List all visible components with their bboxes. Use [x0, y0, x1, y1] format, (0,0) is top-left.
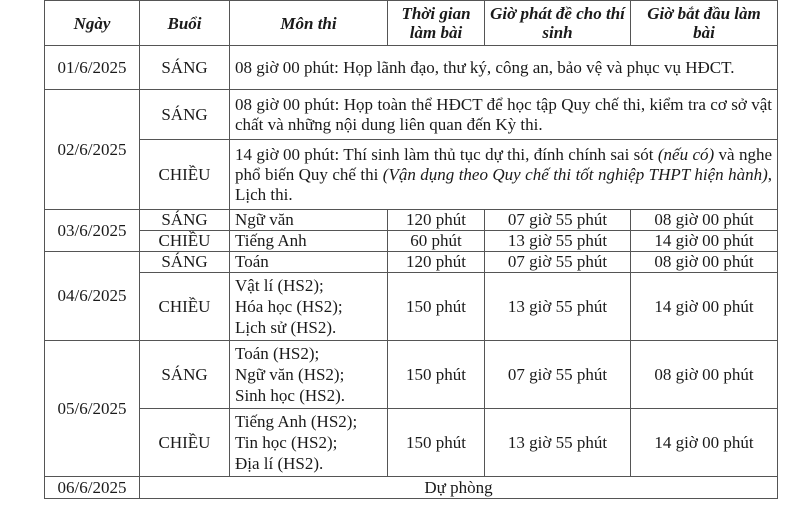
- date-cell: 06/6/2025: [45, 477, 140, 499]
- subject-cell: [230, 409, 388, 477]
- header-distribute-time: Giờ phát đề cho thí sinh: [485, 1, 631, 46]
- note-text: 14 giờ 00 phút: Thí sinh làm thủ tục dự thi, đính chính sai sót: [235, 144, 658, 164]
- date-cell: 03/6/2025: [45, 210, 140, 252]
- duration-cell: 120 phút: [388, 252, 485, 273]
- note-italic: (Vận dụng theo Quy chế thi tốt nghiệp THPT hiện hành): [382, 164, 768, 184]
- start-cell: 08 giờ 00 phút: [631, 210, 778, 231]
- session-cell: SÁNG: [140, 252, 230, 273]
- note-italic: (nếu có): [657, 144, 715, 164]
- subject-line: Ngữ văn (HS2);: [235, 365, 345, 384]
- table-row: [45, 341, 778, 409]
- duration-cell: 120 phút: [388, 210, 485, 231]
- table-row: [45, 252, 778, 273]
- session-cell: SÁNG: [140, 341, 230, 409]
- header-date: Ngày: [45, 1, 140, 46]
- table-row: [45, 477, 778, 499]
- session-cell: CHIỀU: [140, 231, 230, 252]
- table-row: [45, 231, 778, 252]
- duration-cell: 150 phút: [388, 409, 485, 477]
- subject-line: Địa lí (HS2).: [235, 454, 324, 473]
- session-cell: CHIỀU: [140, 273, 230, 341]
- duration-cell: 150 phút: [388, 341, 485, 409]
- distribute-cell: 07 giờ 55 phút: [485, 210, 631, 231]
- subject-cell: Tiếng Anh: [230, 231, 388, 252]
- duration-cell: 60 phút: [388, 231, 485, 252]
- subject-line: Tiếng Anh (HS2);: [235, 412, 358, 431]
- header-row: [45, 1, 778, 46]
- distribute-cell: 07 giờ 55 phút: [485, 252, 631, 273]
- session-cell: CHIỀU: [140, 409, 230, 477]
- session-cell: SÁNG: [140, 210, 230, 231]
- exam-schedule-table: [44, 0, 778, 499]
- header-duration: Thời gian làm bài: [388, 1, 485, 46]
- table-row: [45, 90, 778, 140]
- table-row: [45, 273, 778, 341]
- session-cell: SÁNG: [140, 90, 230, 140]
- subject-cell: [230, 341, 388, 409]
- note-cell: [230, 140, 778, 210]
- note-cell: 08 giờ 00 phút: Họp lãnh đạo, thư ký, công an, bảo vệ và phục vụ HĐCT.: [230, 46, 778, 90]
- note-cell: Dự phòng: [140, 477, 778, 499]
- session-cell: SÁNG: [140, 46, 230, 90]
- subject-line: Toán (HS2);: [235, 344, 320, 363]
- subject-line: Vật lí (HS2);: [235, 276, 324, 295]
- note-text: , Lịch thi.: [235, 164, 772, 204]
- subject-line: Hóa học (HS2);: [235, 297, 343, 316]
- start-cell: 08 giờ 00 phút: [631, 252, 778, 273]
- header-subject: Môn thi: [230, 1, 388, 46]
- date-cell: 04/6/2025: [45, 252, 140, 341]
- note-text: và nghe phổ biến Quy chế thi: [235, 144, 772, 184]
- date-cell: 05/6/2025: [45, 341, 140, 477]
- start-cell: 14 giờ 00 phút: [631, 409, 778, 477]
- subject-line: Sinh học (HS2).: [235, 386, 346, 405]
- duration-cell: 150 phút: [388, 273, 485, 341]
- table-row: [45, 210, 778, 231]
- table-row: [45, 46, 778, 90]
- table-row: [45, 140, 778, 210]
- header-start-time: Giờ bắt đầu làm bài: [631, 1, 778, 46]
- subject-cell: Ngữ văn: [230, 210, 388, 231]
- subject-cell: Toán: [230, 252, 388, 273]
- note-cell: 08 giờ 00 phút: Họp toàn thể HĐCT để học tập Quy chế thi, kiểm tra cơ sở vật chất và những nội dung liên quan đến Kỳ thi.: [230, 90, 778, 140]
- header-session: Buổi: [140, 1, 230, 46]
- start-cell: 14 giờ 00 phút: [631, 273, 778, 341]
- distribute-cell: 13 giờ 55 phút: [485, 231, 631, 252]
- start-cell: 14 giờ 00 phút: [631, 231, 778, 252]
- distribute-cell: 13 giờ 55 phút: [485, 409, 631, 477]
- table-row: [45, 409, 778, 477]
- start-cell: 08 giờ 00 phút: [631, 341, 778, 409]
- date-cell: 01/6/2025: [45, 46, 140, 90]
- subject-line: Lịch sử (HS2).: [235, 318, 337, 337]
- subject-line: Tin học (HS2);: [235, 433, 338, 452]
- session-cell: CHIỀU: [140, 140, 230, 210]
- distribute-cell: 07 giờ 55 phút: [485, 341, 631, 409]
- date-cell: 02/6/2025: [45, 90, 140, 210]
- distribute-cell: 13 giờ 55 phút: [485, 273, 631, 341]
- subject-cell: [230, 273, 388, 341]
